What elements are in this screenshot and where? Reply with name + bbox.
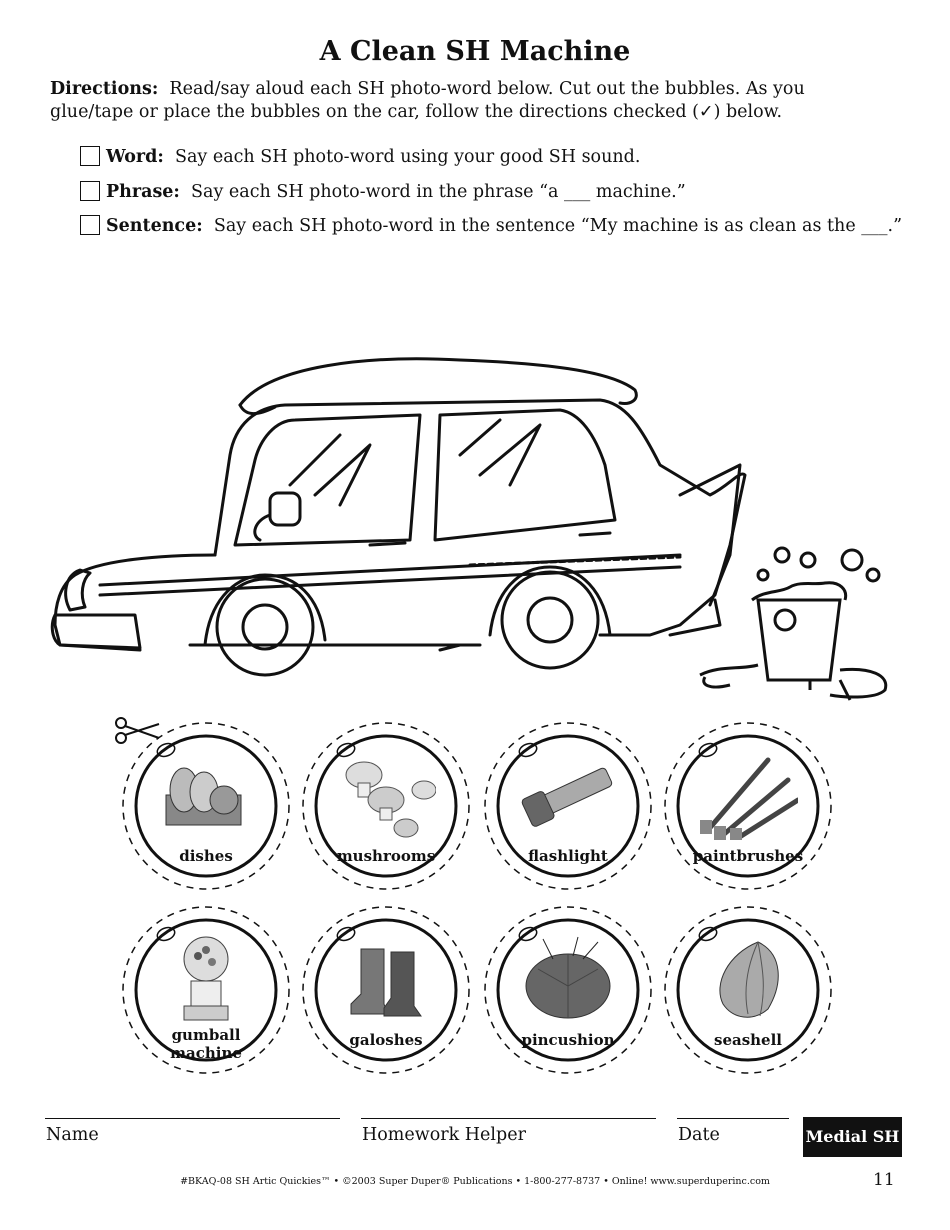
galoshes-icon (336, 934, 436, 1024)
name-line[interactable] (45, 1118, 340, 1119)
option-text: Say each SH photo-word using your good SH sound. (174, 147, 641, 167)
flashlight-icon (518, 750, 618, 840)
pincushion-icon (518, 934, 618, 1024)
bubble-flashlight[interactable] (482, 720, 654, 892)
helper-label: Homework Helper (362, 1125, 526, 1145)
bubble-word: dishes (179, 847, 233, 865)
directions-text: Read/say aloud each SH photo-word below. Cut out the bubbles. As you glue/tape or place the bubbles on the car, follow the directions checked (✓) below. (50, 79, 805, 122)
bubble-word: flashlight (528, 847, 608, 865)
sound-badge: Medial SH (803, 1117, 902, 1157)
bubble-mushrooms[interactable] (300, 720, 472, 892)
option-sentence[interactable] (80, 215, 902, 236)
mushrooms-icon (336, 750, 436, 840)
bubble-word: gumball machine (170, 1026, 242, 1062)
bubble-word: pincushion (521, 1031, 615, 1049)
option-label: Word: (106, 147, 164, 167)
option-phrase[interactable] (80, 181, 686, 202)
bubble-word: paintbrushes (692, 847, 804, 865)
date-line[interactable] (677, 1118, 789, 1119)
gumball-machine-icon (156, 934, 256, 1024)
bubble-dishes[interactable] (120, 720, 292, 892)
helper-line[interactable] (361, 1118, 656, 1119)
dish-rack-icon (156, 750, 256, 840)
sentence-checkbox[interactable] (80, 215, 100, 235)
bubble-gumball-machine[interactable] (120, 904, 292, 1076)
name-label: Name (46, 1125, 99, 1145)
bubble-paintbrushes[interactable] (662, 720, 834, 892)
bubble-galoshes[interactable] (300, 904, 472, 1076)
bubble-word: seashell (714, 1031, 782, 1049)
option-label: Phrase: (106, 182, 180, 202)
word-checkbox[interactable] (80, 146, 100, 166)
car-illustration (40, 345, 900, 715)
seashell-icon (698, 934, 798, 1024)
date-label: Date (678, 1125, 720, 1145)
phrase-checkbox[interactable] (80, 181, 100, 201)
bubble-seashell[interactable] (662, 904, 834, 1076)
footer-credit: #BKAQ-08 SH Artic Quickies™ • ©2003 Super Duper® Publications • 1-800-277-8737 • Online! www.superduperinc.com (180, 1176, 770, 1187)
option-word[interactable] (80, 146, 640, 167)
page-title: A Clean SH Machine (319, 36, 631, 67)
directions-label: Directions: (50, 79, 159, 99)
paintbrushes-icon (698, 750, 798, 840)
directions (50, 78, 890, 124)
page-number: 11 (873, 1170, 895, 1190)
bubble-pincushion[interactable] (482, 904, 654, 1076)
option-label: Sentence: (106, 216, 203, 236)
bubble-word: galoshes (349, 1031, 423, 1049)
option-text: Say each SH photo-word in the phrase “a ___ machine.” (191, 182, 686, 202)
option-text: Say each SH photo-word in the sentence “My machine is as clean as the ___.” (213, 216, 903, 236)
bubble-word: mushrooms (336, 847, 436, 865)
